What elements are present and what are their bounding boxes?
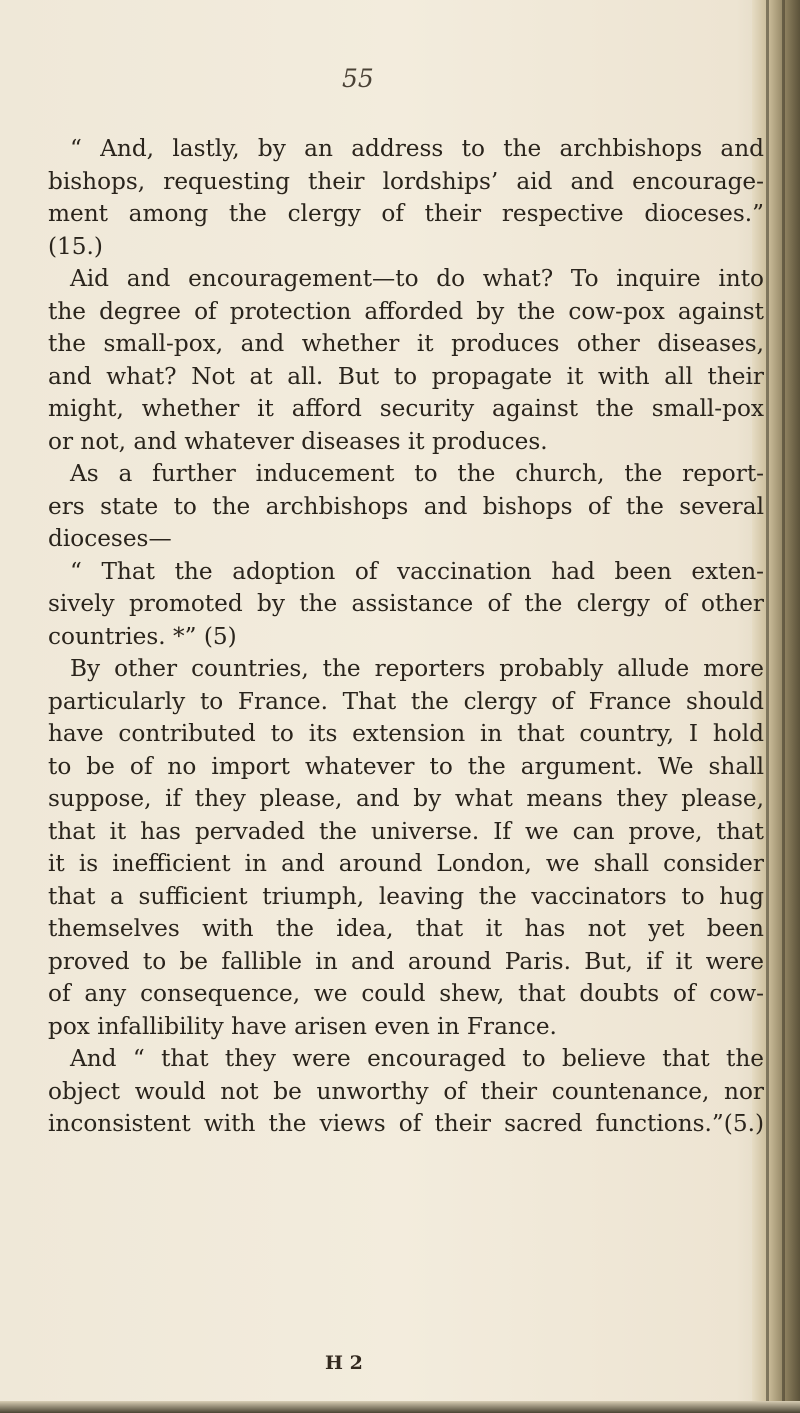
text-line: have contributed to its extension in that country, I hold — [48, 720, 764, 747]
text-line: (15.) — [48, 232, 103, 260]
text-line: of any consequence, we could shew, that doubts of cow- — [48, 980, 764, 1007]
text-line: Aid and encouragement—to do what? To inquire into — [70, 265, 764, 292]
text-line: proved to be fallible in and around Paris. But, if it were — [48, 947, 764, 975]
text-line: or not, and whatever diseases it produces. — [48, 427, 548, 455]
text-line: sively promoted by the assistance of the clergy of other — [48, 590, 764, 617]
text-line: bishops, requesting their lordships’ aid and encourage- — [48, 167, 764, 195]
page-bottom-edge — [0, 1401, 800, 1413]
text-line: “ And, lastly, by an address to the archbishops and — [70, 135, 764, 162]
binding-line — [782, 0, 785, 1413]
text-line: it is inefficient in and around London, we shall consider — [48, 850, 764, 877]
text-line: pox infallibility have arisen even in France. — [48, 1012, 557, 1040]
text-line: inconsistent with the views of their sacred functions.”(5.) — [48, 1110, 764, 1137]
text-line: the small-pox, and whether it produces other diseases, — [48, 330, 764, 357]
text-line: By other countries, the reporters probably allude more — [70, 655, 764, 682]
binding-line — [766, 0, 769, 1413]
page-number: 55 — [342, 64, 374, 93]
text-line: ment among the clergy of their respective dioceses.” — [48, 200, 764, 227]
text-line: “ That the adoption of vaccination had been exten- — [70, 557, 764, 585]
text-line: that it has pervaded the universe. If we can prove, that — [48, 817, 764, 845]
text-line: object would not be unworthy of their countenance, nor — [48, 1077, 764, 1105]
text-line: suppose, if they please, and by what means they please, — [48, 785, 764, 812]
text-line: the degree of protection afforded by the cow-pox against — [48, 297, 764, 325]
body-text — [48, 133, 764, 1141]
printer-signature-mark: H 2 — [325, 1352, 363, 1374]
text-line: might, whether it afford security against the small-pox — [48, 395, 764, 422]
text-line: themselves with the idea, that it has not yet been — [48, 915, 764, 942]
text-line: countries. *” (5) — [48, 622, 237, 650]
text-line: dioceses— — [48, 525, 172, 552]
text-line: And “ that they were encouraged to believe that the — [70, 1045, 764, 1072]
text-line: that a sufficient triumph, leaving the vaccinators to hug — [48, 882, 764, 910]
text-line: ers state to the archbishops and bishops of the several — [48, 492, 764, 520]
text-line: and what? Not at all. But to propagate it with all their — [48, 362, 764, 390]
text-line: to be of no import whatever to the argument. We shall — [48, 752, 764, 780]
text-line: particularly to France. That the clergy of France should — [48, 687, 764, 715]
text-line: As a further inducement to the church, the report- — [70, 460, 764, 487]
